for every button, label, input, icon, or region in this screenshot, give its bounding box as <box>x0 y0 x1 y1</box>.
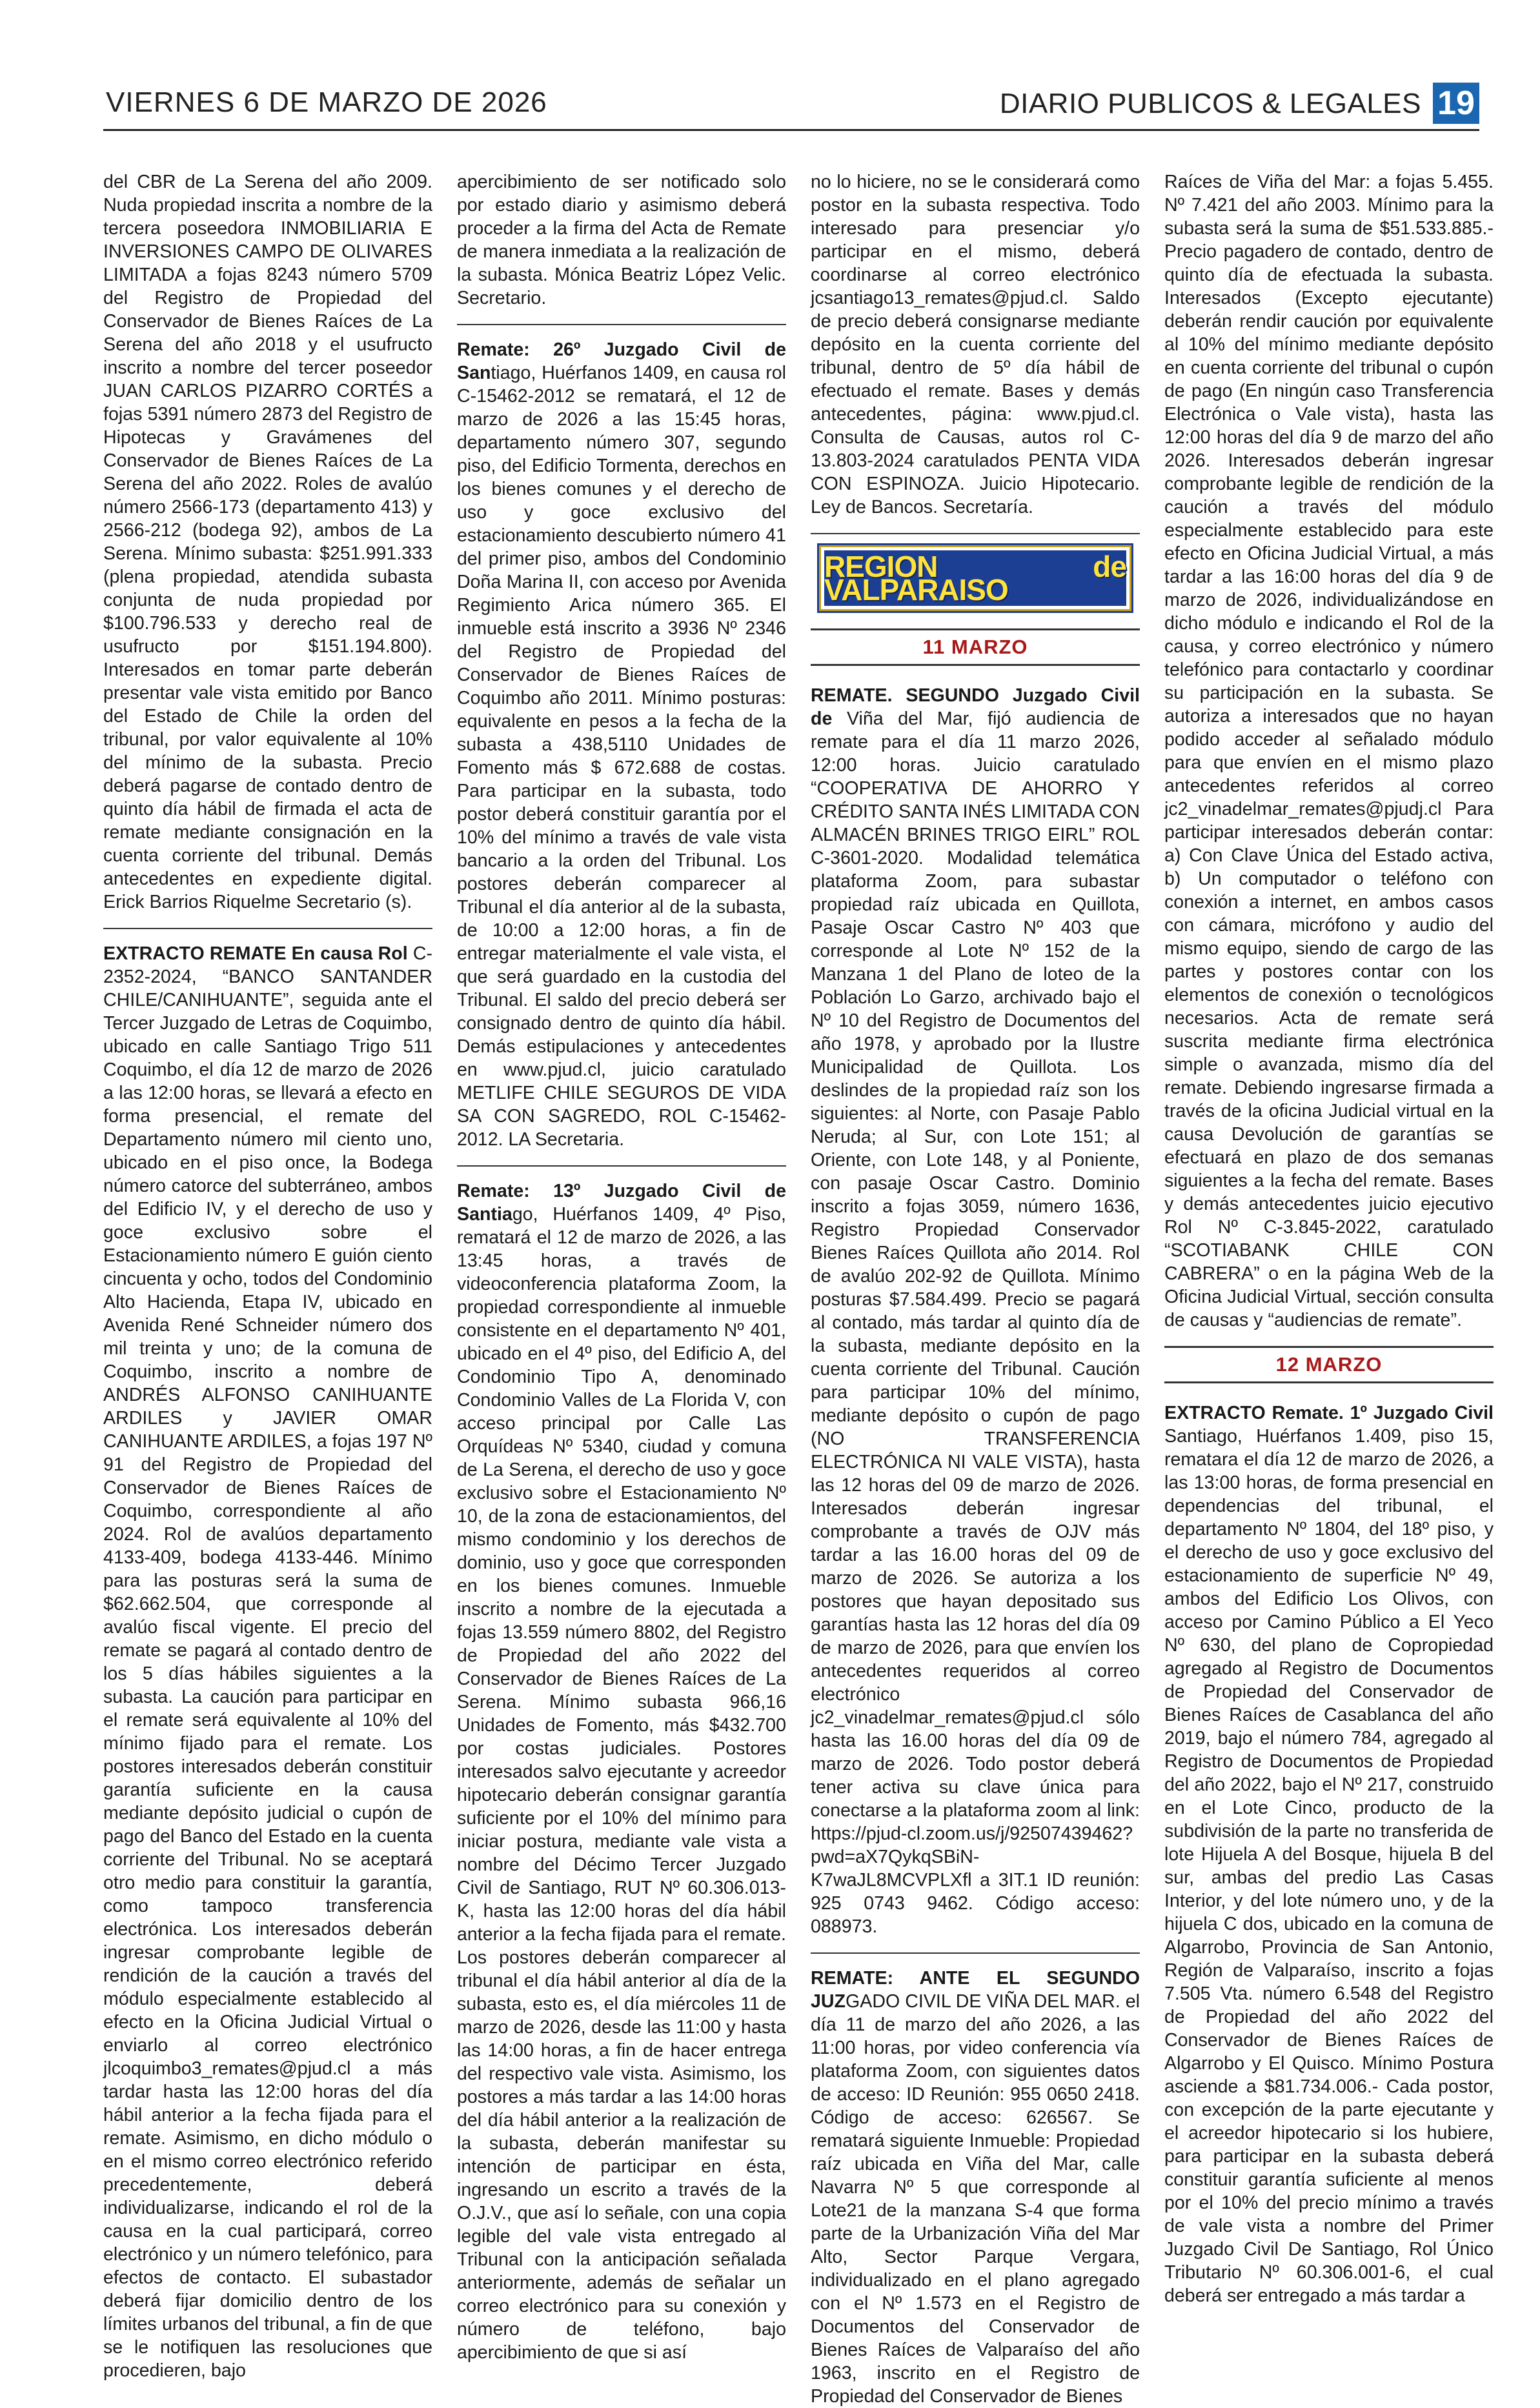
column-3 <box>811 170 1140 2407</box>
publication-name: DIARIO PUBLICOS & LEGALES <box>999 88 1421 119</box>
notice-continued <box>457 170 786 310</box>
notice <box>811 684 1140 1938</box>
notice-text: GADO CIVIL DE VIÑA DEL MAR. el día 11 de marzo del año 2026, a las 11:00 horas, por video conferencia vía plataforma Zoom, con siguientes datos de acceso: ID Reunión: 955 0650 2418. Código de acceso: 626567. Se rematará siguiente Inmueble: Propiedad raíz ubicada en Viña del Mar, calle Navarra Nº 5 que corresponde al Lote21 de la manzana S-4 que forma parte de la Urbanización Viña del Mar Alto, Sector Parque Vergara, individualizado en el plano agregado con el Nº 1.573 en el Registro de Documentos del Conservador de Bienes Raíces de Valparaíso del año 1963, inscrito en el Registro de Propiedad del Conservador de Bienes <box>811 1991 1140 2407</box>
notice-continued <box>103 170 432 914</box>
notice-divider <box>103 928 432 929</box>
date-heading: 11 MARZO <box>811 628 1140 666</box>
notice-text: no lo hiciere, no se le considerará como postor en la subasta respectiva. Todo interesado para presenciar y/o participar en el mismo, deberá coordinarse al correo electrónico jcsantiago13_remates@pjud.cl. Saldo de precio deberá consignarse mediante depósito en la cuenta corriente del tribunal, dentro de 5º día hábil de efectuado el remate. Bases y demás antecedentes, página: www.pjud.cl. Consulta de Causas, autos rol C-13.803-2024 caratulados PENTA VIDA CON ESPINOZA. Juicio Hipotecario. Ley de Bancos. Secretaría. <box>811 172 1140 517</box>
notice-text: del CBR de La Serena del año 2009. Nuda propiedad inscrita a nombre de la tercera poseedora INMOBILIARIA E INVERSIONES CAMPO DE OLIVARES LIMITADA a fojas 8243 número 5709 del Registro de Propiedad del Conservador de Bienes Raíces de La Serena del año 2018 y el usufructo inscrito a nombre del tercer poseedor JUAN CARLOS PIZARRO CORTÉS a fojas 5391 número 2873 del Registro de Hipotecas y Gravámenes del Conservador de Bienes Raíces de La Serena del año 2022. Roles de avalúo número 2566-173 (departamento 413) y 2566-212 (bodega 92), ambos de La Serena. Mínimo subasta: $251.991.333 (plena propiedad, atendida subasta conjunta de nuda propiedad por $100.796.533 y derecho real de usufructo por $151.194.800). Interesados en tomar parte deberán presentar vale vista emitido por Banco del Estado de Chile la orden del tribunal, por valor equivalente al 10% del mínimo de la subasta. Precio deberá pagarse de contado dentro de quinto día hábil de firmada el acta de remate mediante consignación en la cuenta corriente del tribunal. Demás antecedentes en expediente digital. Erick Barrios Riquelme Secretario (s). <box>103 172 432 912</box>
notice-divider <box>457 1165 786 1167</box>
notice-lead: Remate: 13º Juzgado Civil de Santia <box>457 1181 786 1225</box>
notice-lead: EXTRACTO Remate. 1º Juzgado Civil <box>1164 1403 1494 1423</box>
notice-lead: Remate: 26º Juzgado Civil de San <box>457 339 786 383</box>
page-number: 19 <box>1433 83 1479 124</box>
notice-lead: EXTRACTO REMATE En causa Rol <box>103 943 408 964</box>
notice-text: tiago, Huérfanos 1409, en causa rol C-15462-2012 se rematará, el 12 de marzo de 2026 a las 15:45 horas, departamento número 307, segundo piso, del Edificio Tormenta, derechos en los bienes comunes y el derecho de uso y goce exclusivo del estacionamiento descubierto número 41 del primer piso, ambos del Condominio Doña Marina II, con acceso por Avenida Regimiento Arica número 365. El inmueble está inscrito a 3936 Nº 2346 del Registro de Propiedad del Conservador de Bienes Raíces de Coquimbo año 2011. Mínimo posturas: equivalente en pesos a la fecha de la subasta a 438,5110 Unidades de Fomento más $ 672.688 de costas. Para participar en la subasta, todo postor deberá constituir garantía por el 10% del mínimo a través de vale vista bancario a la orden del Tribunal. Los postores deberán comparecer al Tribunal el día anterior al de la subasta, de 10:00 a 12:00 horas, a fin de entregar materialmente el vale vista, el que será guardado en la custodia del Tribunal. El saldo del precio deberá ser consignado dentro de quinto día hábil. Demás estipulaciones y antecedentes en www.pjud.cl, juicio caratulado METLIFE CHILE SEGUROS DE VIDA SA CON SAGREDO, ROL C-15462-2012. LA Secretaria. <box>457 363 786 1150</box>
notice-text: apercibimiento de ser notificado solo por estado diario y asimismo deberá proceder a la firma del Acta de Remate de manera inmediata a la realización de la subasta. Mónica Beatriz López Velic. Secretario. <box>457 172 786 308</box>
notice-lead: REMATE: ANTE EL SEGUNDO JUZ <box>811 1968 1140 2012</box>
notice-text: C-2352-2024, “BANCO SANTANDER CHILE/CANIHUANTE”, seguida ante el Tercer Juzgado de Letras de Coquimbo, ubicado en calle Santiago Trigo 511 Coquimbo, el día 12 de marzo de 2026 a las 12:00 horas, se llevará a efecto en forma presencial, el remate del Departamento número mil ciento uno, ubicado en el piso once, la Bodega número catorce del subterráneo, ambos del Edificio IV, y el derecho de uso y goce exclusivo sobre el Estacionamiento número E guión ciento cincuenta y ocho, todos del Condominio Alto Hacienda, Etapa IV, ubicado en Avenida René Schneider número dos mil treinta y uno; de la comuna de Coquimbo, inscrito a nombre de ANDRÉS ALFONSO CANIHUANTE ARDILES y JAVIER OMAR CANIHUANTE ARDILES, a fojas 197 Nº 91 del Registro de Propiedad del Conservador de Bienes Raíces de Coquimbo, correspondiente al año 2024. Rol de avalúos departamento 4133-409, bodega 4133-446. Mínimo para las posturas será la suma de $62.662.504, que corresponde al avalúo fiscal vigente. El precio del remate se pagará al contado dentro de los 5 días hábiles siguientes a la subasta. La caución para participar en el remate será equivalente al 10% del mínimo fijado para el remate. Los postores interesados deberán constituir garantía suficiente en la causa mediante depósito judicial o cupón de pago del Banco del Estado en la cuenta corriente del Tribunal. No se aceptará otro medio para constituir la garantía, como tampoco transferencia electrónica. Los interesados deberán ingresar comprobante legible de rendición de la caución a través del módulo especialmente establecido al efecto en la Oficina Judicial Virtual o enviarlo al correo electrónico jlcoquimbo3_remates@pjud.cl a más tardar hasta las 12:00 horas del día hábil anterior a la fecha fijada para el remate. Asimismo, en dicho módulo o en el mismo correo electrónico referido precedentemente, deberá individualizarse, indicando el rol de la causa en la cual participará, correo electrónico y un número telefónico, para efectos de contacto. El subastador deberá fijar domicilio dentro de los límites urbanos del tribunal, a fin de que se le notifiquen las resoluciones que procedieren, bajo <box>103 943 432 2381</box>
notice-continued <box>1164 170 1494 1332</box>
notice <box>811 1967 1140 2408</box>
page-header <box>103 83 1479 128</box>
notice <box>457 338 786 1151</box>
notice <box>457 1179 786 2364</box>
notice-text: Viña del Mar, fijó audiencia de remate para el día 11 marzo 2026, 12:00 horas. Juicio caratulado “COOPERATIVA DE AHORRO Y CRÉDITO SANTA INÉS LIMITADA CON ALMACÉN BRINES TRIGO EIRL” ROL C-3601-2020. Modalidad telemática plataforma Zoom, para subastar propiedad raíz ubicada en Quillota, Pasaje Oscar Castro Nº 403 que corresponde al Lote Nº 152 de la Manzana 1 del Plano de loteo de la Población Lo Garzo, archivado bajo el Nº 10 del Registro de Documentos del año 1978, y aprobado por la Ilustre Municipalidad de Quillota. Los deslindes de la propiedad raíz son los siguientes: al Norte, con Pasaje Pablo Neruda; al Sur, con Lote 151; al Oriente, con Lote 148, y al Poniente, con pasaje Oscar Castro. Dominio inscrito a fojas 3059, número 1636, Registro Propiedad Conservador Bienes Raíces Quillota año 2014. Rol de avalúo 202-92 de Quillota. Mínimo posturas $7.584.499. Precio se pagará al contado, más tardar al quinto día de la subasta, mediante depósito en la cuenta corriente del Tribunal. Caución para participar 10% del mínimo, mediante depósito o cupón de pago (NO TRANSFERENCIA ELECTRÓNICA NI VALE VISTA), hasta las 12 horas del 09 de marzo de 2026. Interesados deberán ingresar comprobante a través de OJV más tardar a las 16.00 horas del 09 de marzo de 2026. Se autoriza a los postores que hayan depositado sus garantías hasta las 12 horas del día 09 de marzo de 2026, para que envíen los antecedentes requeridos al correo electrónico jc2_vinadelmar_remates@pjud.cl sólo hasta las 16.00 horas del día 09 de marzo de 2026. Todo postor deberá tener activa su clave única para conectarse a la plataforma zoom al link: https://pjud-cl.zoom.us/j/92507439462?pwd=aX7QykqSBiN-K7waJL8MCVPLXfl a 3IT.1 ID reunión: 925 0743 9462. Código acceso: 088973. <box>811 708 1140 1937</box>
notice-text: Santiago, Huérfanos 1.409, piso 15, rematara el día 12 de marzo de 2026, a las 13:00 horas, de forma presencial en dependencias del tribunal, el departamento Nº 1804, del 18º piso, y el derecho de uso y goce exclusivo del estacionamiento de superficie Nº 49, ambos del Edificio Los Olivos, con acceso por Camino Público a El Yeco Nº 630, del plano de Copropiedad agregado al Registro de Documentos de Propiedad del Conservador de Bienes Raíces de Casablanca del año 2019, bajo el número 784, agregado al Registro de Documentos de Propiedad del año 2022, bajo el Nº 217, construido en el Lote Cinco, producto de la subdivisión de la parte no transferida de lote Hijuela A del Bosque, hijuela B del sur, ambas del predio Las Casas Interior, y del lote número uno, y de la hijuela C dos, ubicado en la comuna de Algarrobo, Provincia de San Antonio, Región de Valparaíso, inscrito a fojas 7.505 Vta. número 6.548 del Registro de Propiedad del año 2022 del Conservador de Bienes Raíces de Algarrobo y El Quisco. Mínimo Postura asciende a $81.734.006.- Cada postor, con excepción de la parte ejecutante y el acreedor hipotecario si los hubiere, para participar en la subasta deberá constituir garantía suficiente al menos por el 10% del precio mínimo a través de vale vista a nombre del Primer Juzgado Civil De Santiago, Rol Único Tributario Nº 60.306.001-6, el cual deberá ser entregado a más tardar a <box>1164 1426 1494 2306</box>
region-label: REGION de VALPARAISO <box>824 550 1126 607</box>
notice-lead: REMATE. SEGUNDO Juzgado Civil de <box>811 685 1140 729</box>
column-1 <box>103 170 432 2381</box>
header-rule <box>103 129 1479 131</box>
notice-continued <box>811 170 1140 519</box>
region-banner <box>821 547 1130 609</box>
notice-divider <box>811 533 1140 534</box>
date-heading: 12 MARZO <box>1164 1346 1494 1383</box>
column-2 <box>457 170 786 2363</box>
notice-text: Raíces de Viña del Mar: a fojas 5.455. Nº 7.421 del año 2003. Mínimo para la subasta será la suma de $51.533.885.- Precio pagadero de contado, dentro de quinto día de efectuada la subasta. Interesados (Excepto ejecutante) deberán rendir caución por equivalente al 10% del mínimo mediante depósito en cuenta corriente del tribunal o cupón de pago (En ningún caso Transferencia Electrónica o Vale vista), hasta las 12:00 horas del día 9 de marzo del año 2026. Interesados deberán ingresar comprobante legible de rendición de la caución a través del módulo especialmente establecido para este efecto en Oficina Judicial Virtual, a más tardar a las 16:00 horas del día 9 de marzo de 2026, individualizándose en dicho módulo e indicando el Rol de la causa, y correo electrónico y número telefónico para contactarlo y coordinar su participación en la subasta. Se autoriza a interesados que no hayan podido acceder al señalado módulo para que envíen en el mismo plazo antecedentes referidos al correo jc2_vinadelmar_remates@pjudj.cl Para participar interesados deberán contar: a) Con Clave Única del Estado activa, b) Un computador o teléfono con conexión a internet, en ambos casos con cámara, micrófono y audio del mismo equipo, siendo de cargo de las partes y postores contar con los elementos de conexión o tecnológicos necesarios. Acta de remate será suscrita mediante firma electrónica simple o avanzada, mismo día del remate. Debiendo ingresarse firmada a través de la oficina Judicial virtual en la causa Devolución de garantías se efectuará en plazo de dos semanas siguientes a la fecha del remate. Bases y demás antecedentes juicio ejecutivo Rol Nº C-3.845-2022, caratulado “SCOTIABANK CHILE CON CABRERA” o en la página Web de la Oficina Judicial Virtual, sección consulta de causas y “audiencias de remate”. <box>1164 172 1494 1330</box>
notice <box>1164 1401 1494 2307</box>
column-4 <box>1164 170 1494 2306</box>
issue-date: VIERNES 6 DE MARZO DE 2026 <box>106 86 547 118</box>
notice-divider <box>811 1952 1140 1954</box>
notice <box>103 942 432 2382</box>
notice-text: go, Huérfanos 1409, 4º Piso, rematará el 12 de marzo de 2026, a las 13:45 horas, a través de videoconferencia plataforma Zoom, la propiedad correspondiente al inmueble consistente en el departamento Nº 401, ubicado en el 4º piso, del Edificio A, del Condominio Tipo A, denominado Condominio Valles de La Florida V, con acceso principal por Calle Las Orquídeas Nº 5340, ciudad y comuna de La Serena, el derecho de uso y goce exclusivo sobre el Estacionamiento Nº 10, de la zona de estacionamientos, del mismo condominio y los derechos de dominio, uso y goce que corresponden en los bienes comunes. Inmueble inscrito a nombre de la ejecutada a fojas 13.559 número 8802, del Registro de Propiedad del año 2022 del Conservador de Bienes Raíces de La Serena. Mínimo subasta 966,16 Unidades de Fomento, más $432.700 por costas judiciales. Postores interesados salvo ejecutante y acreedor hipotecario deberán consignar garantía suficiente por el 10% del mínimo para iniciar postura, mediante vale vista a nombre del Décimo Tercer Juzgado Civil de Santiago, RUT Nº 60.306.013-K, hasta las 12:00 horas del día hábil anterior a la fecha fijada para el remate. Los postores deberán comparecer al tribunal el día hábil anterior al día de la subasta, esto es, el día miércoles 11 de marzo de 2026, desde las 11:00 y hasta las 14:00 horas, a fin de hacer entrega del respectivo vale vista. Asimismo, los postores a más tardar a las 14:00 horas del día hábil anterior a la realización de la subasta, deberán manifestar su intención de participar en ésta, ingresando un escrito a través de la O.J.V., que así lo señale, con una copia legible del vale vista entregado al Tribunal con la anticipación señalada anteriormente, además de señalar un correo electrónico para su conexión y número de teléfono, bajo apercibimiento de que si así <box>457 1204 786 2363</box>
notice-divider <box>457 324 786 325</box>
